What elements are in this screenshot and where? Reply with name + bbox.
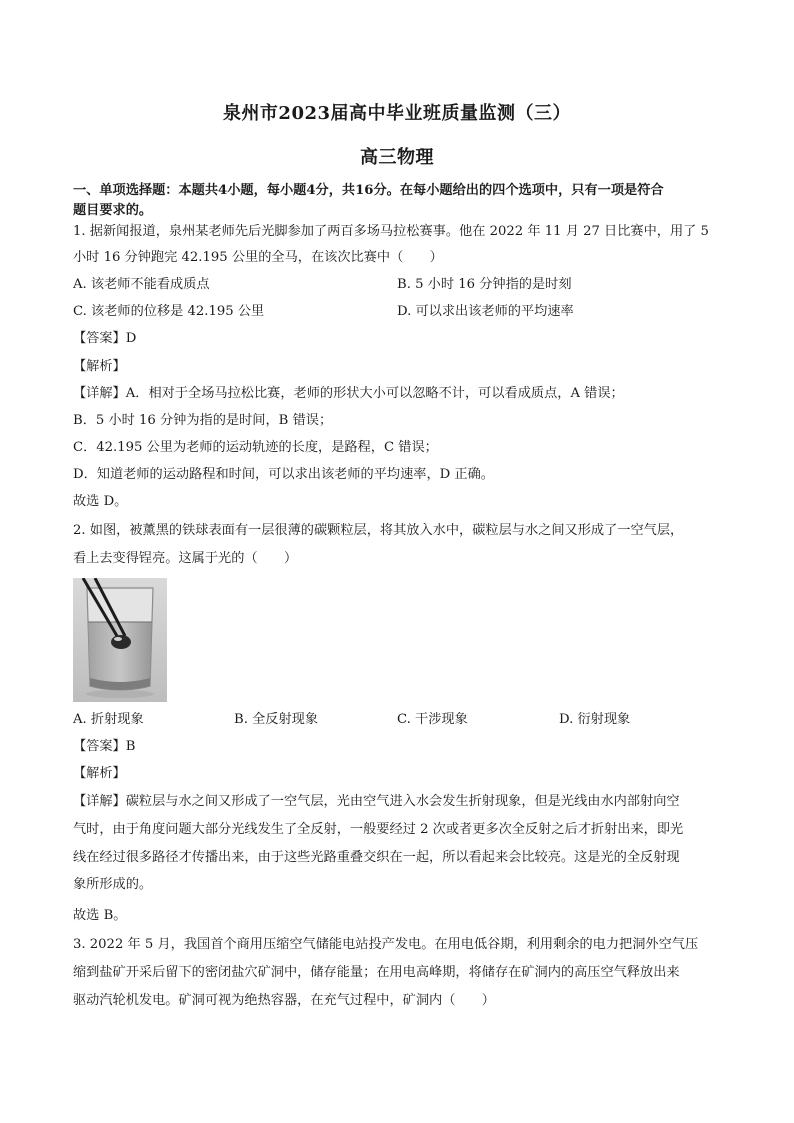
q3-stem-line1: 3. 2022 年 5 月，我国首个商用压缩空气储能电站投产发电。在用电低谷期，利用剩余的电力把洞外空气压: [73, 937, 699, 952]
q1-option-d: D. 可以求出该老师的平均速率: [397, 304, 574, 319]
q2-option-d: D. 衍射现象: [559, 712, 631, 727]
q1-option-b: B. 5 小时 16 分钟指的是时刻: [397, 277, 572, 292]
q2-option-c: C. 干涉现象: [397, 712, 468, 727]
q2-analysis-label: 【解析】: [73, 766, 126, 781]
section-heading-line1: 一、单项选择题：本题共4小题，每小题4分，共16分。在每小题给出的四个选项中，只有一项是符合: [73, 183, 664, 198]
q2-detail-line1: 【详解】碳粒层与水之间又形成了一空气层，光由空气进入水会发生折射现象，但是光线由水内部射向空: [73, 794, 680, 809]
q1-detail-line2: B．5 小时 16 分钟为指的是时间，B 错误；: [73, 413, 333, 428]
q1-stem-line1: 1. 据新闻报道，泉州某老师先后光脚参加了两百多场马拉松赛事。他在 2022 年 11 月 27 日比赛中，用了 5: [73, 224, 709, 239]
q2-conclusion: 故选 B。: [73, 908, 127, 923]
section-heading-line2: 题目要求的。: [73, 203, 153, 218]
q3-stem-line3: 驱动汽轮机发电。矿洞可视为绝热容器，在充气过程中，矿洞内（ ）: [73, 993, 495, 1008]
glass-of-water-photo: [73, 578, 167, 702]
q2-answer: 【答案】B: [73, 739, 136, 754]
q2-detail-line3: 线在经过很多路径才传播出来，由于这些光路重叠交织在一起，所以看起来会比较亮。这是光的全反射现: [73, 850, 680, 865]
q2-option-a: A. 折射现象: [73, 712, 144, 727]
q1-answer: 【答案】D: [73, 331, 137, 346]
q2-detail-line4: 象所形成的。: [73, 877, 153, 892]
q1-analysis-label: 【解析】: [73, 359, 126, 374]
exam-subject: 高三物理: [360, 147, 434, 168]
q1-detail-line3: C．42.195 公里为老师的运动轨迹的长度，是路程，C 错误；: [73, 440, 438, 455]
q3-stem-line2: 缩到盐矿开采后留下的密闭盐穴矿洞中，储存能量；在用电高峰期，将储存在矿洞内的高压空气释放出来: [73, 965, 680, 980]
q1-conclusion: 故选 D。: [73, 494, 128, 509]
q2-stem-line1: 2. 如图，被薰黑的铁球表面有一层很薄的碳颗粒层，将其放入水中，碳粒层与水之间又形成了一空气层，: [73, 523, 684, 538]
q1-stem-line2: 小时 16 分钟跑完 42.195 公里的全马，在该次比赛中（ ）: [73, 250, 443, 265]
q1-option-c: C. 该老师的位移是 42.195 公里: [73, 304, 265, 319]
exam-title: 泉州市2023届高中毕业班质量监测（三）: [222, 103, 572, 124]
q1-option-a: A. 该老师不能看成质点: [73, 277, 210, 292]
q2-option-b: B. 全反射现象: [234, 712, 319, 727]
q1-detail-line1: 【详解】A．相对于全场马拉松比赛，老师的形状大小可以忽略不计，可以看成质点，A 错误；: [73, 386, 624, 401]
q2-detail-line2: 气时，由于角度问题大部分光线发生了全反射，一般要经过 2 次或者更多次全反射之后才折射出来，即光: [73, 822, 684, 837]
q2-stem-line2: 看上去变得锃亮。这属于光的（ ）: [73, 551, 298, 566]
q1-detail-line4: D．知道老师的运动路程和时间，可以求出该老师的平均速率，D 正确。: [73, 467, 494, 482]
